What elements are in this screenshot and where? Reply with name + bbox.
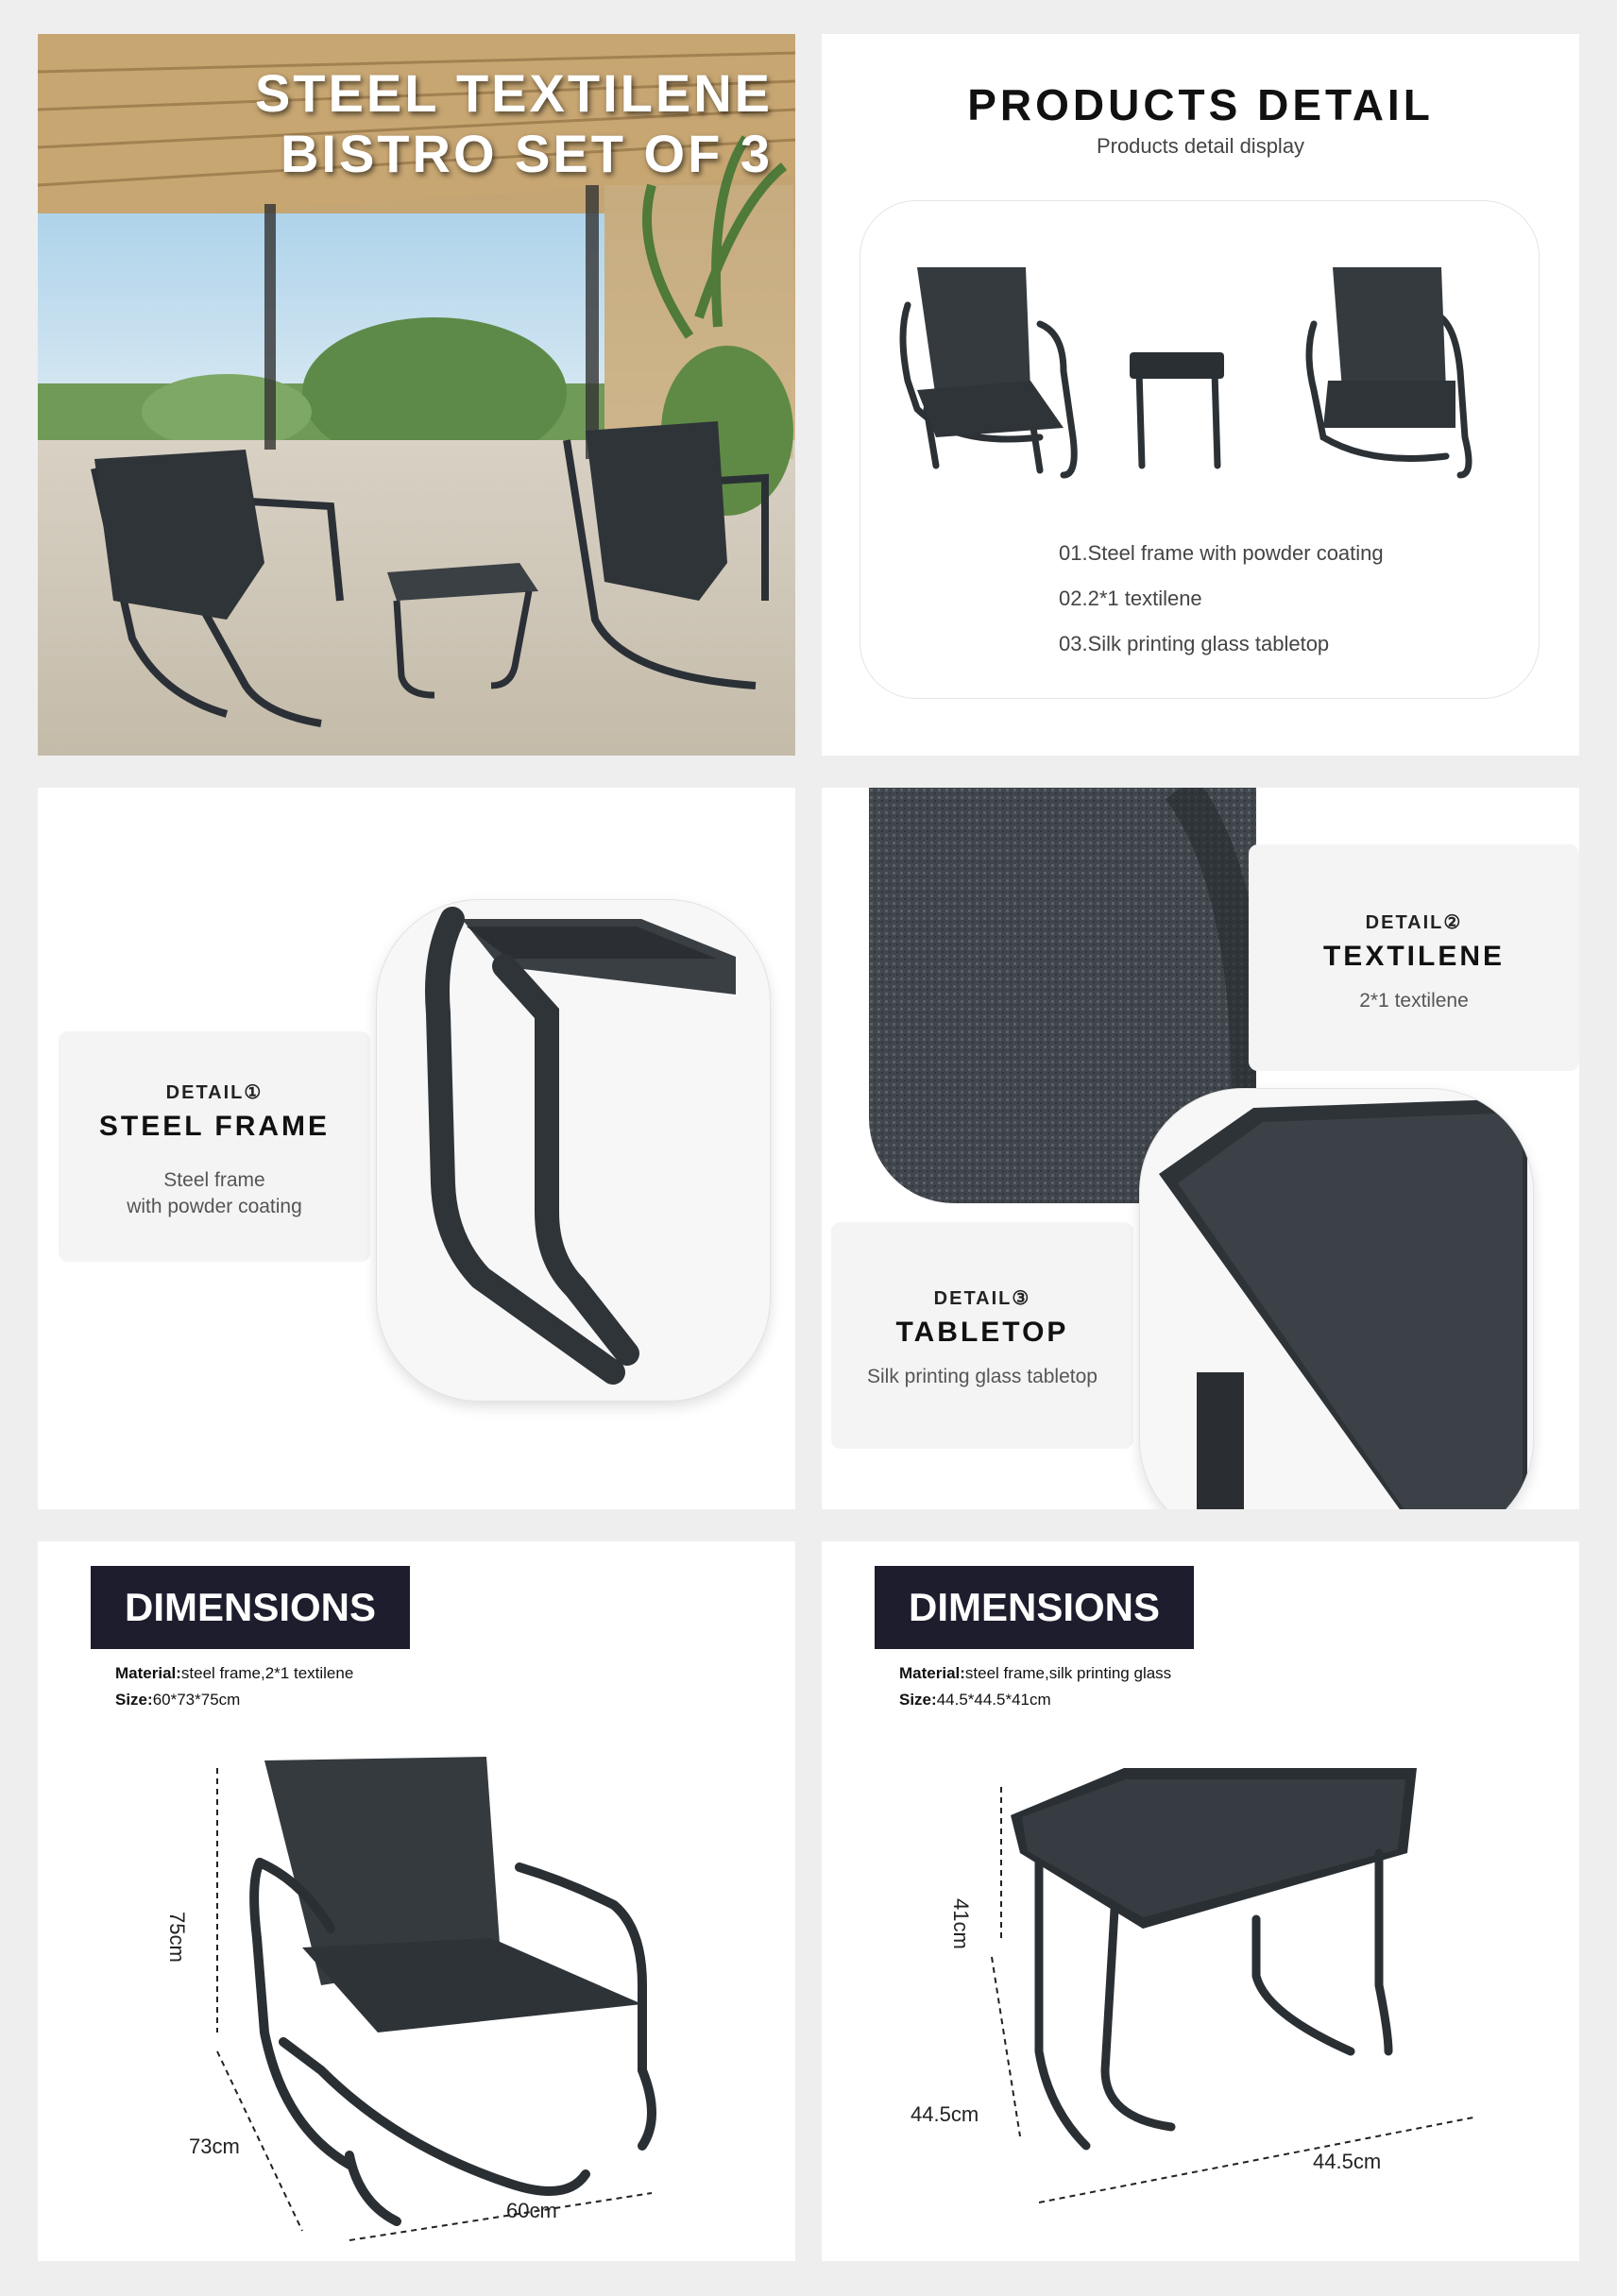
detail-kicker: DETAIL③	[933, 1288, 1031, 1309]
detail-textilene-tabletop-panel	[822, 788, 1579, 1509]
detail-steel-frame-tag	[59, 1031, 370, 1262]
detail-title: STEEL FRAME	[98, 1111, 331, 1142]
hero-panel	[38, 34, 795, 756]
bistro-set-image	[898, 248, 1503, 485]
table-height-label: 41cm	[949, 1898, 973, 1949]
steel-frame-closeup-image	[377, 900, 770, 1401]
detail-text-line2: with powder coating	[127, 1196, 302, 1217]
detail-textilene-tag	[1249, 844, 1579, 1071]
size-label: Size:	[899, 1691, 937, 1709]
products-detail-item: 01.Steel frame with powder coating	[1059, 541, 1384, 565]
detail-kicker: DETAIL①	[165, 1082, 264, 1103]
size-value: 44.5*44.5*41cm	[936, 1691, 1051, 1709]
tabletop-closeup	[1139, 1088, 1534, 1509]
detail-text: 2*1 textilene	[1359, 990, 1469, 1012]
dimensions-chair-panel	[38, 1541, 795, 2261]
detail-kicker: DETAIL②	[1365, 912, 1463, 933]
table-width-label: 44.5cm	[1313, 2150, 1382, 2173]
products-detail-item: 02.2*1 textilene	[1059, 587, 1202, 610]
table-depth-label: 44.5cm	[911, 2102, 979, 2126]
products-detail-subtitle: Products detail display	[1096, 134, 1305, 158]
dimensions-heading: DIMENSIONS	[91, 1566, 410, 1649]
products-detail-item: 03.Silk printing glass tabletop	[1059, 632, 1330, 655]
detail-tabletop-tag	[831, 1222, 1133, 1449]
detail-title: TEXTILENE	[1322, 941, 1505, 972]
hero-title-line2: BISTRO SET OF 3	[280, 124, 773, 183]
chair-depth-label: 73cm	[189, 2134, 240, 2158]
material-value: steel frame,silk printing glass	[964, 1664, 1172, 1682]
products-detail-panel	[822, 34, 1579, 756]
hero-title-line1: STEEL TEXTILENE	[254, 63, 773, 123]
material-label: Material:	[899, 1664, 965, 1682]
size-value: 60*73*75cm	[152, 1691, 241, 1709]
table-dimension-drawing	[822, 1541, 1579, 2261]
dimensions-heading: DIMENSIONS	[875, 1566, 1194, 1649]
steel-frame-closeup	[376, 899, 771, 1402]
detail-text-line1: Steel frame	[163, 1169, 265, 1191]
chair-height-label: 75cm	[165, 1912, 189, 1963]
detail-title: TABLETOP	[895, 1317, 1069, 1348]
material-label: Material:	[115, 1664, 181, 1682]
products-detail-card	[860, 200, 1540, 699]
dimensions-table-panel	[822, 1541, 1579, 2261]
detail-steel-frame-panel	[38, 788, 795, 1509]
chair-width-label: 60cm	[506, 2199, 557, 2222]
tabletop-closeup-image	[1140, 1089, 1533, 1509]
products-detail-title: PRODUCTS DETAIL	[967, 80, 1434, 129]
size-label: Size:	[115, 1691, 153, 1709]
chair-dimension-drawing	[38, 1541, 795, 2261]
detail-text: Silk printing glass tabletop	[867, 1366, 1098, 1387]
material-value: steel frame,2*1 textilene	[180, 1664, 354, 1682]
